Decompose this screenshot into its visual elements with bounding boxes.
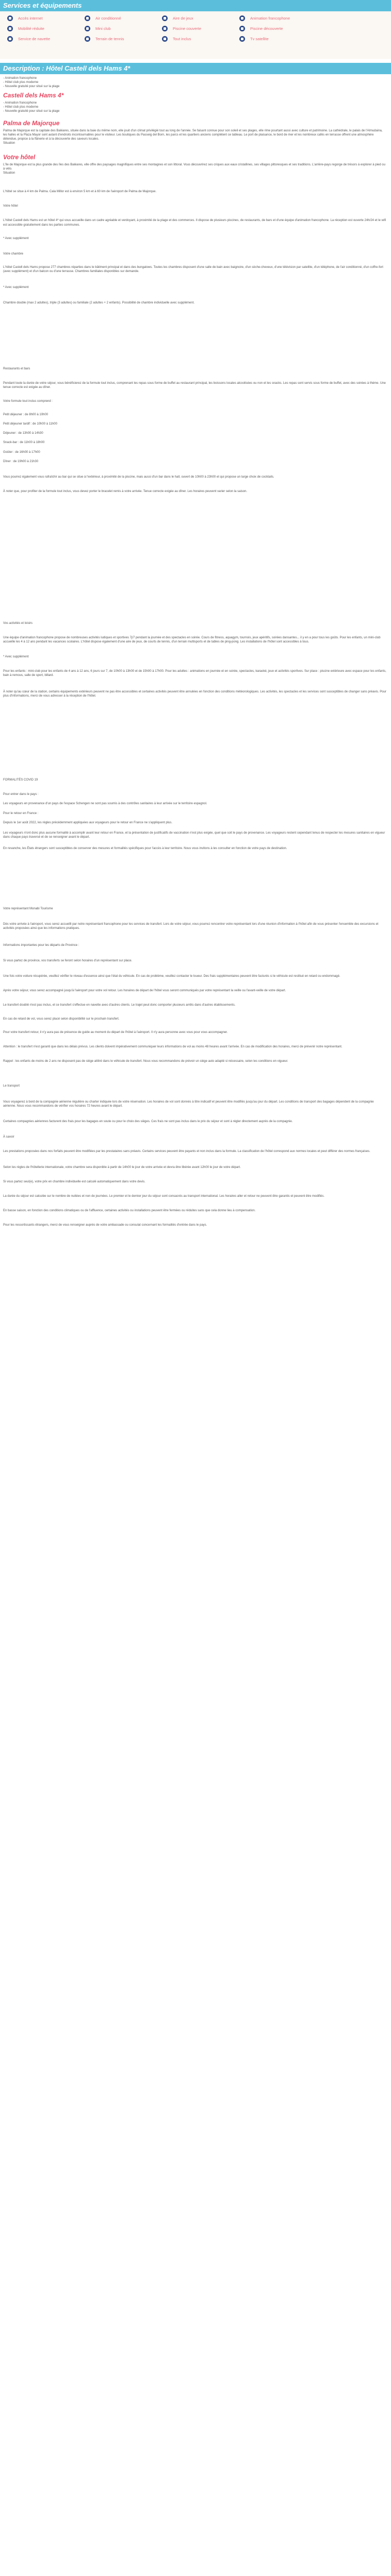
description-header: Description : Hôtel Castell dels Hams 4*	[0, 63, 391, 74]
service-label: Mobilité réduite	[18, 26, 44, 31]
transport-flight-text: Vous voyagerez à bord de la compagnie aérienne régulière ou charter indiquée lors de votre réservation. Les horaires de vol sont donnés à titre indicatif et peuvent être modifiés jusqu'au jour du départ. Les conditions de transport des bagages dépendent de la compagnie aérienne. Nous vous recommandons de vérifier vos horaires 72 heures avant le départ.	[3, 1100, 374, 1108]
services-grid	[7, 14, 296, 42]
kids-icon	[85, 26, 90, 31]
transport-text-3: Après votre séjour, vous serez accompagné jusqu'à l'aéroport pour votre vol retour. Les horaires de départ de l'hôtel vous seront communiqués par votre représentant la veille ou l'avant-veille de votre départ.	[3, 989, 286, 993]
transport-text-2: Une fois votre voiture récupérée, veuillez vérifier le niveau d'essence ainsi que l'état du véhicule. En cas de problème, veuillez contacter le loueur. Des frais supplémentaires peuvent être facturés si le véhicule est restitué en retard ou endommagé.	[3, 975, 340, 978]
wifi-icon	[7, 15, 13, 21]
meal-hour: Goûter : de 16h00 à 17h00	[3, 450, 40, 454]
service-label: Air conditionné	[95, 15, 121, 21]
covid-return-text: Depuis le 1er août 2022, les règles précédemment appliquées aux voyageurs pour le retour en France ne s'appliquent plus.	[3, 821, 173, 824]
transport-text-10: Selon les règles de l'hôtellerie internationale, votre chambre sera disponible à partir de 14h00 le jour de votre arrivée et devra être libérée avant 12h00 le jour de votre départ.	[3, 1165, 241, 1169]
service-item	[239, 14, 317, 22]
activities-extras: Pour les enfants : mini-club pour les enfants de 4 ans à 12 ans, 6 jours sur 7, de 10h00 à 13h00 et de 15h00 à 17h00. Pour les adultes : animations en journée et en soirée, spectacles, karaoké, jeux et activités sportives. Sur place : piscine extérieure avec espace pour les enfants, bain à remous, salle de sport, billard.	[3, 669, 386, 677]
service-label: Piscine découverte	[250, 26, 283, 31]
tennis-icon	[85, 36, 90, 42]
pool-icon	[162, 26, 168, 31]
province-label: Informations importantes pour les départs de Province :	[3, 943, 79, 947]
rooms-types: Chambre double (max 2 adultes), triple (3 adultes) ou familiale (2 adultes + 2 enfants). Possibilité de chambre individuelle avec supplément.	[3, 301, 195, 304]
service-item	[85, 35, 162, 42]
restaurants-drinks: Vous pourrez également vous rafraîchir au bar qui se situe à l'extérieur, à proximité de la piscine, mais aussi d'un bar dans le hall, ouvert de 10h00 à 23h00 et qui propose un large choix de cocktails.	[3, 476, 274, 479]
transport-text-9: Certaines compagnies aériennes facturent des frais pour les bagages en soute ou pour le choix des sièges. Ces frais ne sont pas inclus dans le prix du séjour et sont à régler directement auprès de la compagnie.	[3, 1120, 293, 1124]
rooms-text: L'hôtel Castell dels Hams propose 277 chambres réparties dans le bâtiment principal et dans des bungalows. Toutes les chambres disposent d'une salle de bain avec baignoire, d'un sèche-cheveux, d'une télévision par satellite, d'un téléphone, de l'air conditionné, d'un coffre-fort (avec supplément) et d'un balcon ou d'une terrasse. Chambres familiales disponibles sur demande.	[3, 266, 383, 274]
description-bullets-2: - Animation francophone - Hôtel club plus moderne - Nouvelle gratuité pour situé sur la plage	[3, 101, 60, 113]
activities-title: Vos activités et loisirs	[3, 622, 33, 625]
good-to-know-text: Les prestations proposées dans nos forfaits peuvent être modifiées par les prestataires sans préavis. Certains services peuvent être payants et non inclus dans la formule. La classification de l'hôtel correspond aux normes locales et peut différer des normes françaises.	[3, 1150, 370, 1154]
service-item	[239, 35, 317, 42]
service-item	[162, 35, 239, 42]
meal-hours-list	[3, 413, 387, 464]
formula-label: Votre formule tout inclus comprend :	[3, 399, 53, 403]
hotel-description: L'hôtel Castell dels Hams est un hôtel 4* qui vous accueille dans un cadre agréable et verdoyant, à proximité de la plage et des commerces. Il dispose de plusieurs piscines, de restaurants, de bars et d'une équipe d'animation francophone. La réception est ouverte 24h/24 et le wifi est accessible gratuitement dans les parties communes.	[3, 219, 386, 227]
meal-hour: Snack-bar : de 11h00 à 18h00	[3, 441, 45, 445]
service-label: Service de navette	[18, 36, 51, 41]
activities-section	[3, 621, 387, 701]
transport-section	[3, 907, 387, 1230]
meal-hour: Déjeuner : de 13h00 à 14h30	[3, 432, 43, 435]
restaurants-text: Pendant toute la durée de votre séjour, vous bénéficierez de la formule tout inclus, comprenant les repas sous forme de buffet au restaurant principal, les boissons locales alcoolisées ou non et les snacks. Les repas sont servis sous forme de buffet, avec des soirées à thème. Une tenue correcte est exigée au dîner.	[3, 382, 386, 389]
transport-text-5: En cas de retard de vol, vous serez placé selon disponibilité sur le prochain transfert.	[3, 1017, 120, 1021]
rep-text: Dès votre arrivée à l'aéroport, vous serez accueilli par notre représentant francophone pour les services de transfert. Lors de votre séjour, vous pourrez rencontrer votre représentant lors d'une réunion d'information à l'hôtel afin de vous présenter l'ensemble des excursions et activités proposées ainsi que les informations pratiques.	[3, 923, 379, 930]
hotel-details	[3, 190, 387, 308]
snowflake-icon	[85, 15, 90, 21]
province-text: Si vous partez de province, vos transferts se feront selon horaires d'un représentant sur place.	[3, 959, 133, 962]
service-label: Tout inclus	[173, 36, 191, 41]
all-inclusive-icon	[162, 36, 168, 42]
rooms-label: Votre chambre	[3, 252, 24, 256]
meal-hour: Dîner : de 19h00 à 21h30	[3, 460, 39, 463]
activities-note: * Avec supplément	[3, 655, 29, 658]
playground-icon	[162, 15, 168, 21]
covid-formalities: Les voyageurs n'ont donc plus aucune formalité à accomplir avant leur retour en France, et la présentation de justificatifs de vaccination n'est plus exigée, quel que soit le pays de provenance. Les voyageurs restent cependant tenus de respecter les mesures sanitaires en vigueur dans chaque pays traversé et de se renseigner avant le départ.	[3, 832, 385, 839]
transport-label: Le transport	[3, 1084, 20, 1088]
service-item	[7, 25, 85, 32]
service-item	[162, 25, 239, 32]
hotel-amenities-note: * Avec supplément	[3, 236, 29, 240]
covid-entry-text: Les voyageurs en provenance d'un pays de l'espace Schengen ne sont pas soumis à des contrôles sanitaires à leur arrivée sur le territoire espagnol.	[3, 802, 207, 806]
palma-title: Palma de Majorque	[3, 120, 60, 127]
rep-title: Votre représentant Monabi Tourisme	[3, 907, 53, 910]
tv-icon	[239, 36, 245, 42]
wheelchair-icon	[7, 26, 13, 31]
covid-title: FORMALITÉS COVID 19	[3, 778, 38, 782]
hotel-text: L'île de Majorque est la plus grande des îles des Baléares, elle offre des paysages magnifiques entre ses montagnes et son littoral. Vous découvrirez ses criques aux eaux cristallines, ses villages pittoresques et ses traditions. L'arrière-pays regorge de trésors à explorer à pied ou à vélo. Situation	[3, 163, 385, 175]
restaurants-section	[3, 367, 387, 496]
service-item	[85, 25, 162, 32]
hotel-label: Votre hôtel	[3, 205, 18, 208]
hotel-title: Votre hôtel	[3, 154, 36, 161]
service-label: Animation francophone	[250, 15, 290, 21]
services-panel	[0, 11, 391, 59]
hotel-subtitle: Castell dels Hams 4*	[3, 92, 64, 99]
activities-text: Une équipe d'animation francophone propose de nombreuses activités ludiques et sportives 7j/7 pendant la journée et des spectacles en soirée. Cours de fitness, aquagym, tournois, jeux apéritifs, soirées dansantes... il y en a pour tous les goûts. Pour les enfants, un mini-club accueille les 4 à 12 ans pendant les vacances scolaires. L'hôtel dispose également d'une aire de jeux, de courts de tennis, d'un terrain multisports et de tables de ping-pong. Les installations de l'hôtel sont accessibles à tous.	[3, 636, 381, 644]
transport-text-8: Rappel : les enfants de moins de 2 ans ne disposent pas de siège attitré dans le véhicule de transfert. Nous vous recommandons de prévoir un siège auto adapté si nécessaire, selon les conditions en vigueur.	[3, 1060, 288, 1063]
service-item	[7, 14, 85, 22]
rooms-note: * Avec supplément	[3, 285, 29, 289]
transport-text-4: Le transfert doublé n'est pas inclus, et ce transfert s'effectue en navette avec d'autres clients. Le trajet peut donc comporter plusieurs arrêts dans d'autres établissements.	[3, 1004, 236, 1007]
shuttle-icon	[7, 36, 13, 42]
good-to-know-label: À savoir	[3, 1136, 14, 1139]
transport-text-13: En basse saison, en fonction des conditions climatiques ou de l'affluence, certaines activités ou installations peuvent être fermées ou réduites sans que cela donne lieu à compensation.	[3, 1209, 256, 1213]
sun-pool-icon	[239, 26, 245, 31]
service-label: Tv satellite	[250, 36, 269, 41]
service-label: Mini club	[95, 26, 111, 31]
service-label: Terrain de tennis	[95, 36, 124, 41]
services-header: Services et équipements	[0, 0, 391, 11]
transport-text-12: La durée du séjour est calculée sur le nombre de nuitées et non de journées. Le premier et le dernier jour du séjour sont consacrés au transport international. Les horaires aller et retour ne peuvent être garantis et peuvent être modifiés.	[3, 1195, 325, 1198]
transport-text-14: Pour les ressortissants étrangers, merci de vous renseigner auprès de votre ambassade ou consulat concernant les formalités d'entrée dans le pays.	[3, 1224, 207, 1227]
service-label: Aire de jeux	[173, 15, 193, 21]
restaurants-title: Restaurants et bars	[3, 367, 30, 370]
meal-hour: Petit déjeuner : de 8h00 à 10h00	[3, 413, 48, 416]
palma-text: Palma de Majorque est la capitale des Baléares, située dans la baie du même nom, elle jouit d'un climat privilégié tout au long de l'année. Se faisant connue pour son soleil et ses plages, elle rime pourtant aussi avec culture et patrimoine. La cathédrale, le palais de l'Almudaina, les halles et la Plaza Mayor sont autant d'endroits incontournables pour le visiteur. Les boutiques du Passeig del Born, les parcs et les quartiers anciens complètent ce tableau. Le port de plaisance, le bord de mer et les nombreux cafés en terrasse offrent une atmosphère détendue, propice à la flânerie et à la découverte des saveurs locales. Situation	[3, 129, 383, 145]
covid-foreign: En revanche, les États étrangers sont susceptibles de conserver des mesures et formalités spécifiques pour l'accès à leur territoire. Nous vous invitons à les consulter en fonction de votre pays de destination.	[3, 847, 287, 851]
hotel-location: L'hôtel se situe à 4 km de Palma. Cala Millor est à environ 5 km et à 60 km de l'aéroport de Palma de Majorque.	[3, 190, 157, 193]
transport-text-7: Attention : le transfert n'est garanti que dans les délais prévus. Les clients doivent impérativement communiquer leurs informations de vol au moins 48 heures avant l'arrivée. En cas de modification des horaires, merci de prévenir notre représentant.	[3, 1045, 343, 1049]
service-label: Accès internet	[18, 15, 43, 21]
covid-section	[3, 778, 387, 854]
activities-kids: À noter qu'au cœur de la station, certains équipements extérieurs peuvent ne pas être accessibles et certaines activités peuvent être annulées en fonction des conditions météorologiques. Les activités, les spectacles et les services sont susceptibles de changer sans préavis. Pour plus d'informations, merci de vous adresser à la réception de l'hôtel.	[3, 690, 386, 698]
service-label: Piscine couverte	[173, 26, 202, 31]
covid-return: Pour le retour en France :	[3, 811, 39, 815]
description-bullets: - Animation francophone - Hôtel club plus moderne - Nouvelle gratuité pour situé sur la plage	[3, 77, 60, 88]
service-item	[162, 14, 239, 22]
transport-text-6: Pour votre transfert retour, il n'y aura pas de présence de guide au moment du départ de l'hôtel à l'aéroport. Il n'y aura personne avec vous pour vous accompagner.	[3, 1030, 228, 1034]
service-item	[85, 14, 162, 22]
speech-icon	[239, 15, 245, 21]
service-item	[239, 25, 317, 32]
covid-entry: Pour entrer dans le pays :	[3, 793, 39, 796]
service-item	[7, 35, 85, 42]
meal-hour: Petit déjeuner tardif : de 10h00 à 11h00	[3, 422, 57, 426]
restaurants-dress: À noter que, pour profiter de la formule tout inclus, vous devez porter le bracelet remis à votre arrivée. Tenue correcte exigée au dîner. Les horaires peuvent varier selon la saison.	[3, 490, 248, 494]
transport-text-11: Si vous partez seul(e), votre prix en chambre individuelle est calculé automatiquement dans votre devis.	[3, 1180, 145, 1183]
